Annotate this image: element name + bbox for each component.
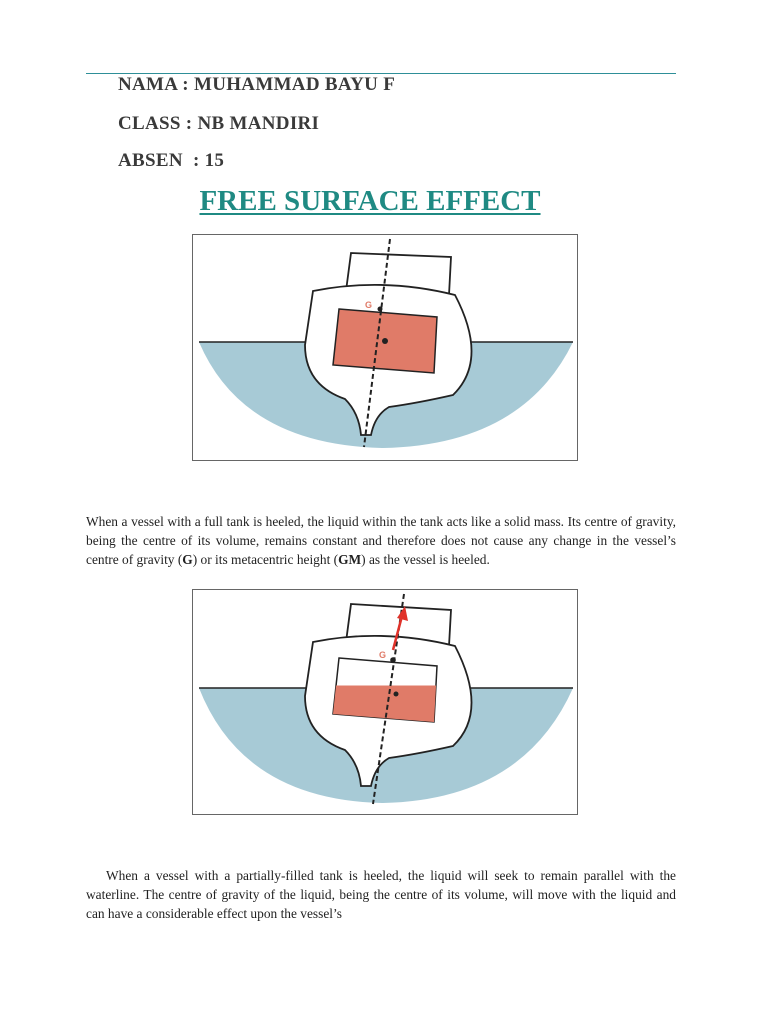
g-label: G (365, 300, 373, 310)
g-point (390, 657, 396, 663)
student-name-line: NAMA : MUHAMMAD BAYU F (118, 74, 396, 95)
student-absen-line: ABSEN : 15 (118, 150, 225, 171)
full-tank-diagram (193, 235, 577, 460)
paragraph-partial-tank: When a vessel with a partially-filled tank is heeled, the liquid will seek to remain parallel with the waterline. The centre of gravity of the liquid, being the centre of its volume, will move with the liquid and can have a considerable effect upon the vessel’s (86, 868, 676, 922)
g-label: G (379, 650, 387, 660)
student-class-line: CLASS : NB MANDIRI (118, 113, 320, 134)
figure-partial-tank (192, 589, 578, 815)
figure-full-tank (192, 234, 578, 461)
tank-gravity-point (394, 692, 399, 697)
tank-gravity-point (382, 338, 388, 344)
partial-tank-diagram (193, 590, 577, 814)
page-title: FREE SURFACE EFFECT (199, 185, 541, 217)
g-point (378, 307, 383, 312)
paragraph-full-tank: When a vessel with a full tank is heeled, the liquid within the tank acts like a solid mass. Its centre of gravity, being the centre of its volume, remains constant and therefore does not cause any change in the vessel’s centre of gravity (G) or its metacentric height (GM) as the vessel is heeled. (86, 514, 676, 568)
